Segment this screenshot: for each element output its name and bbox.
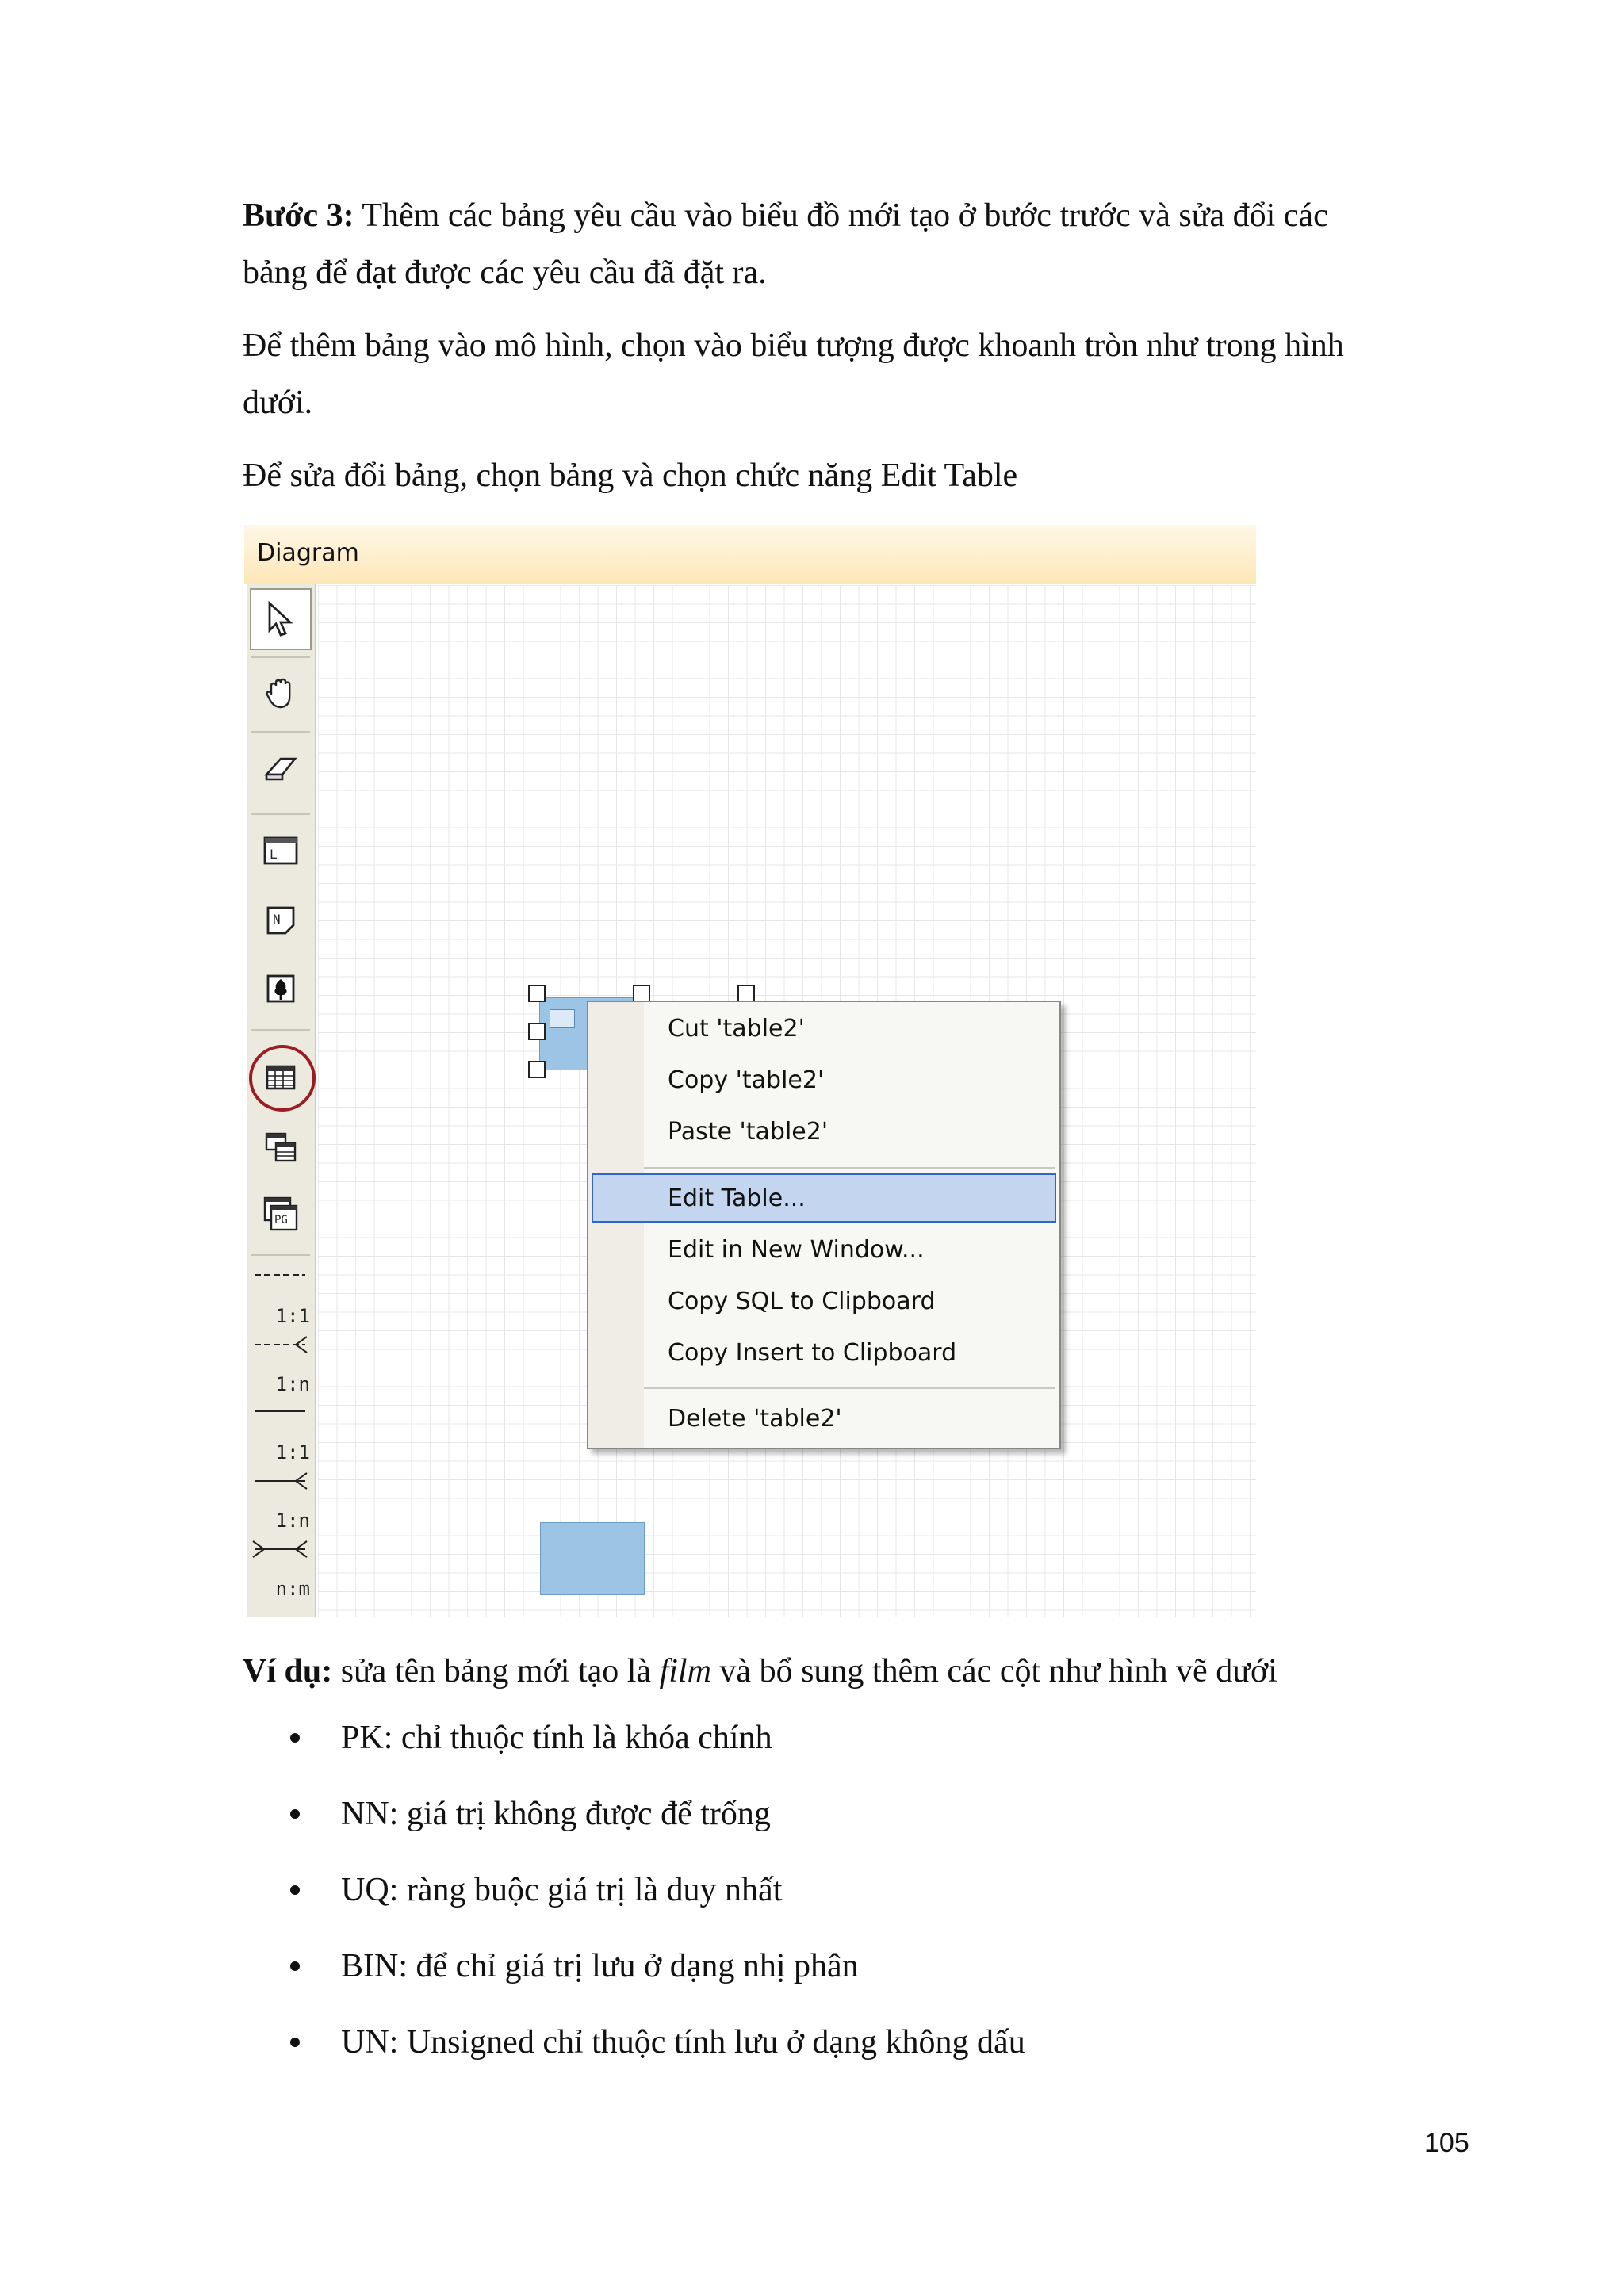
note-icon[interactable] (250, 890, 312, 951)
menu-item-edit-table-highlight[interactable] (592, 1173, 1056, 1223)
relation-1-n[interactable] (250, 1467, 313, 1533)
edit-table-paragraph (243, 447, 1480, 504)
diagram-title: Diagram (257, 539, 359, 567)
menu-item-paste[interactable]: Paste 'table2' (668, 1118, 829, 1146)
list-item-text: PK: chỉ thuộc tính là khóa chính (341, 1720, 772, 1756)
example-italic: film (659, 1653, 711, 1689)
step-label: Bước 3: (243, 197, 354, 234)
add-table-line1: Để thêm bảng vào mô hình, chọn vào biểu tượng được khoanh tròn như trong hình (243, 327, 1344, 364)
resize-handle[interactable] (633, 985, 650, 1002)
menu-item-copy[interactable]: Copy 'table2' (668, 1066, 825, 1094)
svg-text:PG: PG (274, 1214, 288, 1226)
relation-label: 1:n (275, 1373, 310, 1395)
image-icon[interactable] (250, 958, 312, 1020)
new-view-icon[interactable] (250, 1116, 312, 1178)
menu-item-delete[interactable]: Delete 'table2' (668, 1405, 842, 1433)
svg-text:N: N (273, 912, 281, 927)
list-item-text: UQ: ràng buộc giá trị là duy nhất (341, 1872, 783, 1908)
example-text-before: sửa tên bảng mới tạo là (332, 1653, 660, 1689)
resize-handle[interactable] (737, 985, 755, 1002)
relation-label: 1:1 (275, 1441, 310, 1464)
edit-table-text: Để sửa đổi bảng, chọn bảng và chọn chức năng Edit Table (243, 457, 1018, 494)
list-item-text: UN: Unsigned chỉ thuộc tính lưu ở dạng không dấu (341, 2024, 1025, 2061)
list-item (243, 1947, 1025, 2023)
relation-1-1[interactable] (250, 1399, 313, 1465)
diagram-toolbar (247, 584, 316, 1617)
list-item (243, 1795, 1025, 1871)
hand-icon[interactable] (250, 663, 312, 725)
list-item (243, 1871, 1025, 1947)
relation-1-n-identifying[interactable] (250, 1330, 313, 1397)
menu-item-copy-insert[interactable]: Copy Insert to Clipboard (668, 1339, 957, 1367)
diagram-header (244, 525, 1256, 584)
resize-handle[interactable] (528, 985, 546, 1002)
list-item (243, 2023, 1025, 2099)
resize-handle[interactable] (528, 1023, 546, 1040)
layer-icon[interactable] (250, 820, 312, 882)
example-paragraph (243, 1643, 1480, 1700)
add-table-paragraph (243, 317, 1480, 431)
list-item-text: NN: giá trị không được để trống (341, 1796, 771, 1832)
relation-label: n:m (275, 1578, 310, 1600)
eraser-icon[interactable] (250, 737, 312, 799)
example-label: Ví dụ: (243, 1653, 333, 1689)
menu-item-edit-new-window[interactable]: Edit in New Window... (668, 1236, 925, 1264)
menu-item-cut[interactable]: Cut 'table2' (668, 1015, 805, 1043)
step-paragraph (243, 187, 1480, 301)
menu-item-edit-table[interactable]: Edit Table... (668, 1184, 806, 1212)
relation-n-m[interactable] (250, 1535, 313, 1601)
step-text-line2: bảng để đạt được các yêu cầu đã đặt ra. (243, 254, 767, 291)
relation-1-1-identifying[interactable] (250, 1262, 313, 1329)
page-number: 105 (1424, 2128, 1469, 2158)
circle-highlight (249, 1045, 316, 1112)
diagram-screenshot (244, 525, 1256, 1617)
svg-text:L: L (270, 847, 278, 862)
example-text-after: và bổ sung thêm các cột như hình vẽ dưới (710, 1653, 1277, 1689)
list-item (243, 1719, 1025, 1795)
pointer-icon[interactable] (250, 588, 312, 650)
routine-group-icon[interactable] (250, 1183, 312, 1245)
list-item-text: BIN: để chỉ giá trị lưu ở dạng nhị phân (341, 1948, 859, 1984)
relation-label: 1:n (275, 1510, 310, 1532)
relation-label: 1:1 (275, 1305, 310, 1327)
resize-handle[interactable] (528, 1061, 546, 1078)
menu-item-copy-sql[interactable]: Copy SQL to Clipboard (668, 1288, 936, 1315)
context-menu (587, 1001, 1061, 1449)
add-table-line2: dưới. (243, 385, 313, 421)
bullet-list (243, 1719, 1025, 2099)
table-shape[interactable] (540, 1522, 645, 1595)
step-text-line1: Thêm các bảng yêu cầu vào biểu đồ mới tạo ở bước trước và sửa đổi các (362, 197, 1328, 234)
